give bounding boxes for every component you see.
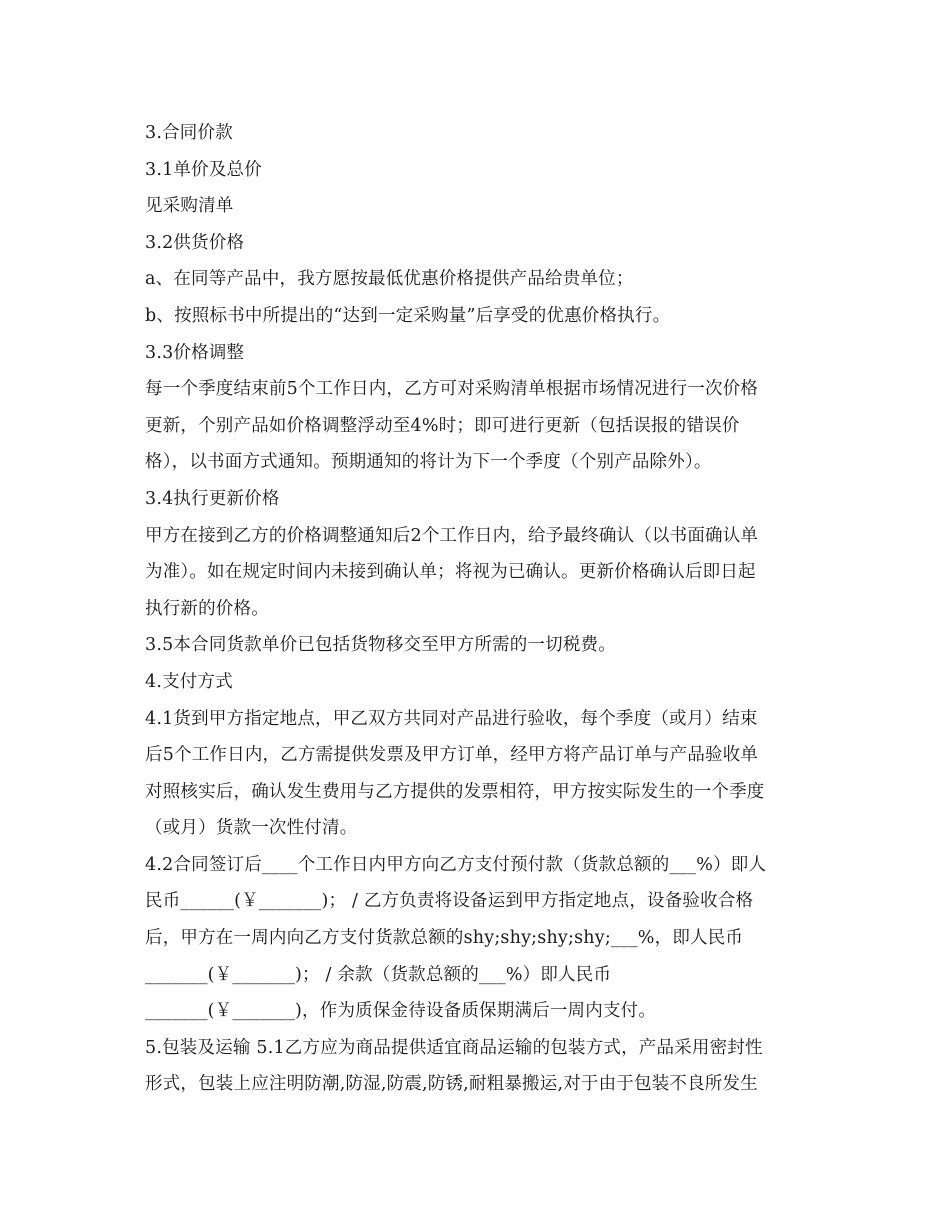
heading-price-adjustment: 3.3价格调整 <box>145 342 245 363</box>
paragraph-line: 为准）。如在规定时间内未接到确认单；将视为已确认。更新价格确认后即日起 <box>145 562 756 583</box>
paragraph-line: _______(￥_______)，作为质保金待设备质保期满后一周内支付。 <box>145 1001 657 1022</box>
paragraph-line: a、在同等产品中，我方愿按最低优惠价格提供产品给贵单位； <box>145 269 634 290</box>
paragraph-line: 4.2合同签订后____个工作日内甲方向乙方支付预付款（货款总额的___%）即人 <box>145 854 767 875</box>
paragraph-line: 见采购清单 <box>145 196 234 217</box>
paragraph-line: 4.1货到甲方指定地点，甲乙双方共同对产品进行验收，每个季度（或月）结束 <box>145 708 758 729</box>
heading-execute-updated-price: 3.4执行更新价格 <box>145 488 280 509</box>
heading-payment-method: 4.支付方式 <box>145 671 233 692</box>
paragraph-line: （或月）货款一次性付清。 <box>145 818 358 839</box>
paragraph-line: 民币______(￥_______)； / 乙方负责将设备运到甲方指定地点，设备验收合格 <box>145 891 754 912</box>
paragraph-line: 对照核实后，确认发生费用与乙方提供的发票相符，甲方按实际发生的一个季度 <box>145 781 765 802</box>
paragraph-line: 形式，包装上应注明防潮,防湿,防震,防锈,耐粗暴搬运,对于由于包装不良所发生 <box>145 1074 758 1095</box>
paragraph-line: 更新，个别产品如价格调整浮动至4%时；即可进行更新（包括误报的错误价 <box>145 415 740 436</box>
paragraph-line: b、按照标书中所提出的“达到一定采购量”后享受的优惠价格执行。 <box>145 305 671 326</box>
heading-unit-and-total-price: 3.1单价及总价 <box>145 159 262 180</box>
paragraph-line: 甲方在接到乙方的价格调整通知后2个工作日内，给予最终确认（以书面确认单 <box>145 525 759 546</box>
paragraph-line: 3.5本合同货款单价已包括货物移交至甲方所需的一切税费。 <box>145 635 616 656</box>
paragraph-line: 格），以书面方式通知。预期通知的将计为下一个季度（个别产品除外）。 <box>145 452 712 473</box>
paragraph-line: 每一个季度结束前5个工作日内，乙方可对采购清单根据市场情况进行一次价格 <box>145 379 759 400</box>
document-body <box>145 115 825 1103</box>
paragraph-line: _______(￥_______)； / 余款（货款总额的___%）即人民币 <box>145 964 612 985</box>
heading-supply-price: 3.2供货价格 <box>145 232 245 253</box>
heading-contract-price: 3.合同价款 <box>145 123 233 143</box>
paragraph-line: 5.包装及运输 5.1乙方应为商品提供适宜商品运输的包装方式，产品采用密封性 <box>145 1037 763 1058</box>
paragraph-line: 后5个工作日内，乙方需提供发票及甲方订单，经甲方将产品订单与产品验收单 <box>145 745 759 766</box>
paragraph-line: 后，甲方在一周内向乙方支付货款总额的shy;shy;shy;shy;___%，即人民币 <box>145 928 744 949</box>
paragraph-line: 执行新的价格。 <box>145 598 269 619</box>
